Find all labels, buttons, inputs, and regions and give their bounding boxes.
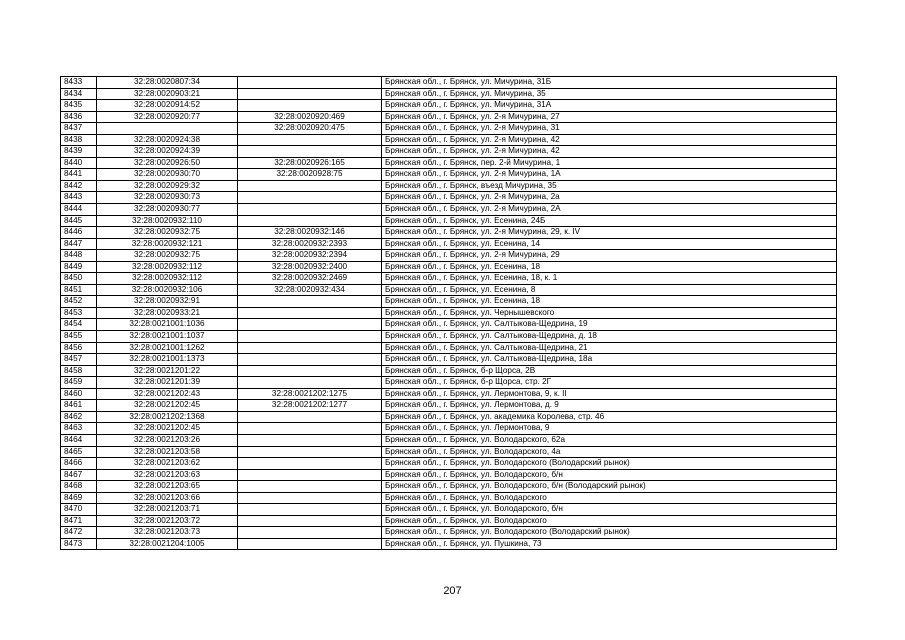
related-cadastral-number-cell <box>238 215 382 227</box>
related-cadastral-number-cell <box>238 492 382 504</box>
address-cell: Брянская обл., г. Брянск, ул. Лермонтова, 9 <box>382 423 837 435</box>
cadastral-number-cell: 32:28:0020932:91 <box>97 296 238 308</box>
table-row <box>61 146 837 158</box>
table-row <box>61 284 837 296</box>
address-cell: Брянская обл., г. Брянск, ул. 2-я Мичурина, 42 <box>382 146 837 158</box>
related-cadastral-number-cell <box>238 296 382 308</box>
table-row <box>61 515 837 527</box>
address-cell: Брянская обл., г. Брянск, ул. Салтыкова-Щедрина, 19 <box>382 319 837 331</box>
address-cell: Брянская обл., г. Брянск, ул. 2-я Мичурина, 1А <box>382 169 837 181</box>
related-cadastral-number-cell: 32:28:0020928:75 <box>238 169 382 181</box>
related-cadastral-number-cell: 32:28:0020920:475 <box>238 123 382 135</box>
address-cell: Брянская обл., г. Брянск, ул. Володарского, 62а <box>382 434 837 446</box>
table-row <box>61 192 837 204</box>
address-cell: Брянская обл., г. Брянск, ул. Мичурина, 31А <box>382 100 837 112</box>
row-number-cell: 8436 <box>61 111 97 123</box>
table-row <box>61 446 837 458</box>
row-number-cell: 8460 <box>61 388 97 400</box>
cadastral-number-cell: 32:28:0021202:45 <box>97 400 238 412</box>
table-row <box>61 434 837 446</box>
address-cell: Брянская обл., г. Брянск, ул. 2-я Мичурина, 29, к. IV <box>382 227 837 239</box>
related-cadastral-number-cell <box>238 411 382 423</box>
row-number-cell: 8453 <box>61 307 97 319</box>
table-row <box>61 111 837 123</box>
row-number-cell: 8472 <box>61 527 97 539</box>
related-cadastral-number-cell <box>238 538 382 550</box>
table-row <box>61 365 837 377</box>
cadastral-number-cell: 32:28:0021202:43 <box>97 388 238 400</box>
cadastral-number-cell: 32:28:0021001:1373 <box>97 354 238 366</box>
cadastral-number-cell: 32:28:0021203:62 <box>97 458 238 470</box>
row-number-cell: 8441 <box>61 169 97 181</box>
cadastral-number-cell: 32:28:0021202:1368 <box>97 411 238 423</box>
cadastral-number-cell: 32:28:0020933:21 <box>97 307 238 319</box>
address-cell: Брянская обл., г. Брянск, б-р Щорса, стр. 2Г <box>382 377 837 389</box>
table-row <box>61 411 837 423</box>
address-cell: Брянская обл., г. Брянск, ул. Салтыкова-Щедрина, д. 18 <box>382 331 837 343</box>
cadastral-number-cell: 32:28:0020926:50 <box>97 157 238 169</box>
related-cadastral-number-cell <box>238 192 382 204</box>
table-row <box>61 481 837 493</box>
related-cadastral-number-cell <box>238 204 382 216</box>
table-row <box>61 400 837 412</box>
related-cadastral-number-cell <box>238 88 382 100</box>
cadastral-number-cell: 32:28:0021201:39 <box>97 377 238 389</box>
table-row <box>61 180 837 192</box>
related-cadastral-number-cell <box>238 331 382 343</box>
cadastral-number-cell: 32:28:0020929:32 <box>97 180 238 192</box>
row-number-cell: 8456 <box>61 342 97 354</box>
table-row <box>61 492 837 504</box>
cadastral-number-cell: 32:28:0021203:26 <box>97 434 238 446</box>
cadastral-number-cell: 32:28:0021201:22 <box>97 365 238 377</box>
row-number-cell: 8464 <box>61 434 97 446</box>
row-number-cell: 8438 <box>61 134 97 146</box>
address-cell: Брянская обл., г. Брянск, ул. Пушкина, 73 <box>382 538 837 550</box>
related-cadastral-number-cell <box>238 504 382 516</box>
related-cadastral-number-cell: 32:28:0020926:165 <box>238 157 382 169</box>
row-number-cell: 8448 <box>61 250 97 262</box>
cadastral-number-cell: 32:28:0020932:112 <box>97 261 238 273</box>
table-row <box>61 273 837 285</box>
table-row <box>61 388 837 400</box>
cadastral-number-cell: 32:28:0021001:1037 <box>97 331 238 343</box>
related-cadastral-number-cell: 32:28:0020932:2400 <box>238 261 382 273</box>
row-number-cell: 8450 <box>61 273 97 285</box>
address-cell: Брянская обл., г. Брянск, ул. Есенина, 18 <box>382 261 837 273</box>
table-row <box>61 342 837 354</box>
cadastral-number-cell: 32:28:0020920:77 <box>97 111 238 123</box>
row-number-cell: 8471 <box>61 515 97 527</box>
related-cadastral-number-cell <box>238 180 382 192</box>
row-number-cell: 8451 <box>61 284 97 296</box>
address-cell: Брянская обл., г. Брянск, ул. Салтыкова-Щедрина, 18а <box>382 354 837 366</box>
cadastral-number-cell: 32:28:0020924:39 <box>97 146 238 158</box>
address-cell: Брянская обл., г. Брянск, ул. 2-я Мичурина, 31 <box>382 123 837 135</box>
address-cell: Брянская обл., г. Брянск, пер. 2-й Мичурина, 1 <box>382 157 837 169</box>
related-cadastral-number-cell <box>238 354 382 366</box>
row-number-cell: 8463 <box>61 423 97 435</box>
address-cell: Брянская обл., г. Брянск, ул. Есенина, 8 <box>382 284 837 296</box>
address-cell: Брянская обл., г. Брянск, ул. 2-я Мичурина, 2А <box>382 204 837 216</box>
related-cadastral-number-cell <box>238 446 382 458</box>
table-row <box>61 469 837 481</box>
row-number-cell: 8445 <box>61 215 97 227</box>
table-row <box>61 296 837 308</box>
related-cadastral-number-cell <box>238 481 382 493</box>
row-number-cell: 8443 <box>61 192 97 204</box>
related-cadastral-number-cell <box>238 100 382 112</box>
cadastral-number-cell: 32:28:0020914:52 <box>97 100 238 112</box>
row-number-cell: 8455 <box>61 331 97 343</box>
related-cadastral-number-cell <box>238 146 382 158</box>
cadastral-number-cell: 32:28:0021203:72 <box>97 515 238 527</box>
address-cell: Брянская обл., г. Брянск, въезд Мичурина, 35 <box>382 180 837 192</box>
address-cell: Брянская обл., г. Брянск, ул. Есенина, 18 <box>382 296 837 308</box>
cadastral-number-cell: 32:28:0021202:45 <box>97 423 238 435</box>
table-row <box>61 261 837 273</box>
table-row <box>61 77 837 89</box>
row-number-cell: 8470 <box>61 504 97 516</box>
address-cell: Брянская обл., г. Брянск, ул. Володарского, б/н <box>382 504 837 516</box>
cadastral-number-cell: 32:28:0020932:110 <box>97 215 238 227</box>
address-cell: Брянская обл., г. Брянск, ул. Володарского <box>382 492 837 504</box>
address-cell: Брянская обл., г. Брянск, ул. Володарского, 4а <box>382 446 837 458</box>
cadastral-register-table <box>60 76 837 550</box>
table-row <box>61 354 837 366</box>
table-row <box>61 215 837 227</box>
table-row <box>61 204 837 216</box>
related-cadastral-number-cell <box>238 515 382 527</box>
address-cell: Брянская обл., г. Брянск, ул. 2-я Мичурина, 27 <box>382 111 837 123</box>
table-row <box>61 527 837 539</box>
row-number-cell: 8440 <box>61 157 97 169</box>
address-cell: Брянская обл., г. Брянск, ул. Есенина, 14 <box>382 238 837 250</box>
address-cell: Брянская обл., г. Брянск, ул. Володарского (Володарский рынок) <box>382 527 837 539</box>
cadastral-number-cell: 32:28:0021203:65 <box>97 481 238 493</box>
related-cadastral-number-cell: 32:28:0020932:2469 <box>238 273 382 285</box>
related-cadastral-number-cell: 32:28:0020932:2393 <box>238 238 382 250</box>
row-number-cell: 8459 <box>61 377 97 389</box>
row-number-cell: 8433 <box>61 77 97 89</box>
row-number-cell: 8462 <box>61 411 97 423</box>
related-cadastral-number-cell <box>238 469 382 481</box>
row-number-cell: 8454 <box>61 319 97 331</box>
related-cadastral-number-cell: 32:28:0021202:1277 <box>238 400 382 412</box>
address-cell: Брянская обл., г. Брянск, ул. Володарского, б/н <box>382 469 837 481</box>
row-number-cell: 8435 <box>61 100 97 112</box>
table-row <box>61 250 837 262</box>
related-cadastral-number-cell: 32:28:0020932:146 <box>238 227 382 239</box>
address-cell: Брянская обл., г. Брянск, ул. академика Королева, стр. 46 <box>382 411 837 423</box>
table-row <box>61 307 837 319</box>
table-row <box>61 227 837 239</box>
table-row <box>61 319 837 331</box>
related-cadastral-number-cell: 32:28:0020920:469 <box>238 111 382 123</box>
address-cell: Брянская обл., г. Брянск, ул. Есенина, 18, к. 1 <box>382 273 837 285</box>
related-cadastral-number-cell <box>238 365 382 377</box>
cadastral-number-cell: 32:28:0021203:66 <box>97 492 238 504</box>
related-cadastral-number-cell: 32:28:0021202:1275 <box>238 388 382 400</box>
related-cadastral-number-cell <box>238 134 382 146</box>
related-cadastral-number-cell <box>238 77 382 89</box>
row-number-cell: 8434 <box>61 88 97 100</box>
row-number-cell: 8458 <box>61 365 97 377</box>
cadastral-number-cell: 32:28:0021203:58 <box>97 446 238 458</box>
cadastral-number-cell: 32:28:0020932:121 <box>97 238 238 250</box>
table-row <box>61 169 837 181</box>
address-cell: Брянская обл., г. Брянск, ул. 2-я Мичурина, 29 <box>382 250 837 262</box>
address-cell: Брянская обл., г. Брянск, б-р Щорса, 2В <box>382 365 837 377</box>
table-row <box>61 331 837 343</box>
cadastral-number-cell: 32:28:0021203:73 <box>97 527 238 539</box>
cadastral-number-cell: 32:28:0021001:1262 <box>97 342 238 354</box>
row-number-cell: 8437 <box>61 123 97 135</box>
row-number-cell: 8446 <box>61 227 97 239</box>
row-number-cell: 8467 <box>61 469 97 481</box>
address-cell: Брянская обл., г. Брянск, ул. Чернышевского <box>382 307 837 319</box>
related-cadastral-number-cell: 32:28:0020932:434 <box>238 284 382 296</box>
register-table-body <box>61 77 837 550</box>
cadastral-number-cell: 32:28:0020903:21 <box>97 88 238 100</box>
related-cadastral-number-cell <box>238 423 382 435</box>
table-row <box>61 538 837 550</box>
cadastral-number-cell: 32:28:0020930:77 <box>97 204 238 216</box>
table-row <box>61 458 837 470</box>
table-row <box>61 123 837 135</box>
cadastral-number-cell: 32:28:0020932:106 <box>97 284 238 296</box>
page-number: 207 <box>443 585 462 597</box>
cadastral-number-cell <box>97 123 238 135</box>
row-number-cell: 8447 <box>61 238 97 250</box>
related-cadastral-number-cell <box>238 307 382 319</box>
address-cell: Брянская обл., г. Брянск, ул. Мичурина, 31Б <box>382 77 837 89</box>
address-cell: Брянская обл., г. Брянск, ул. 2-я Мичурина, 2а <box>382 192 837 204</box>
cadastral-number-cell: 32:28:0020930:73 <box>97 192 238 204</box>
cadastral-number-cell: 32:28:0020930:70 <box>97 169 238 181</box>
cadastral-number-cell: 32:28:0021204:1005 <box>97 538 238 550</box>
address-cell: Брянская обл., г. Брянск, ул. Салтыкова-Щедрина, 21 <box>382 342 837 354</box>
address-cell: Брянская обл., г. Брянск, ул. 2-я Мичурина, 42 <box>382 134 837 146</box>
cadastral-number-cell: 32:28:0020924:38 <box>97 134 238 146</box>
cadastral-number-cell: 32:28:0021203:71 <box>97 504 238 516</box>
row-number-cell: 8442 <box>61 180 97 192</box>
related-cadastral-number-cell <box>238 342 382 354</box>
row-number-cell: 8461 <box>61 400 97 412</box>
row-number-cell: 8473 <box>61 538 97 550</box>
cadastral-number-cell: 32:28:0021001:1036 <box>97 319 238 331</box>
row-number-cell: 8457 <box>61 354 97 366</box>
row-number-cell: 8439 <box>61 146 97 158</box>
address-cell: Брянская обл., г. Брянск, ул. Володарского, б/н (Володарский рынок) <box>382 481 837 493</box>
table-row <box>61 100 837 112</box>
address-cell: Брянская обл., г. Брянск, ул. Лермонтова, 9, к. II <box>382 388 837 400</box>
row-number-cell: 8444 <box>61 204 97 216</box>
table-row <box>61 377 837 389</box>
row-number-cell: 8466 <box>61 458 97 470</box>
cadastral-number-cell: 32:28:0020932:112 <box>97 273 238 285</box>
cadastral-number-cell: 32:28:0020807:34 <box>97 77 238 89</box>
address-cell: Брянская обл., г. Брянск, ул. Лермонтова, д. 9 <box>382 400 837 412</box>
related-cadastral-number-cell <box>238 319 382 331</box>
table-row <box>61 157 837 169</box>
address-cell: Брянская обл., г. Брянск, ул. Есенина, 24Б <box>382 215 837 227</box>
row-number-cell: 8469 <box>61 492 97 504</box>
table-row <box>61 134 837 146</box>
row-number-cell: 8449 <box>61 261 97 273</box>
table-row <box>61 238 837 250</box>
cadastral-number-cell: 32:28:0021203:63 <box>97 469 238 481</box>
cadastral-number-cell: 32:28:0020932:75 <box>97 250 238 262</box>
address-cell: Брянская обл., г. Брянск, ул. Володарского <box>382 515 837 527</box>
table-row <box>61 423 837 435</box>
related-cadastral-number-cell <box>238 458 382 470</box>
row-number-cell: 8452 <box>61 296 97 308</box>
row-number-cell: 8468 <box>61 481 97 493</box>
table-row <box>61 504 837 516</box>
related-cadastral-number-cell <box>238 434 382 446</box>
related-cadastral-number-cell: 32:28:0020932:2394 <box>238 250 382 262</box>
related-cadastral-number-cell <box>238 527 382 539</box>
address-cell: Брянская обл., г. Брянск, ул. Мичурина, 35 <box>382 88 837 100</box>
related-cadastral-number-cell <box>238 377 382 389</box>
address-cell: Брянская обл., г. Брянск, ул. Володарского (Володарский рынок) <box>382 458 837 470</box>
table-row <box>61 88 837 100</box>
cadastral-number-cell: 32:28:0020932:75 <box>97 227 238 239</box>
row-number-cell: 8465 <box>61 446 97 458</box>
